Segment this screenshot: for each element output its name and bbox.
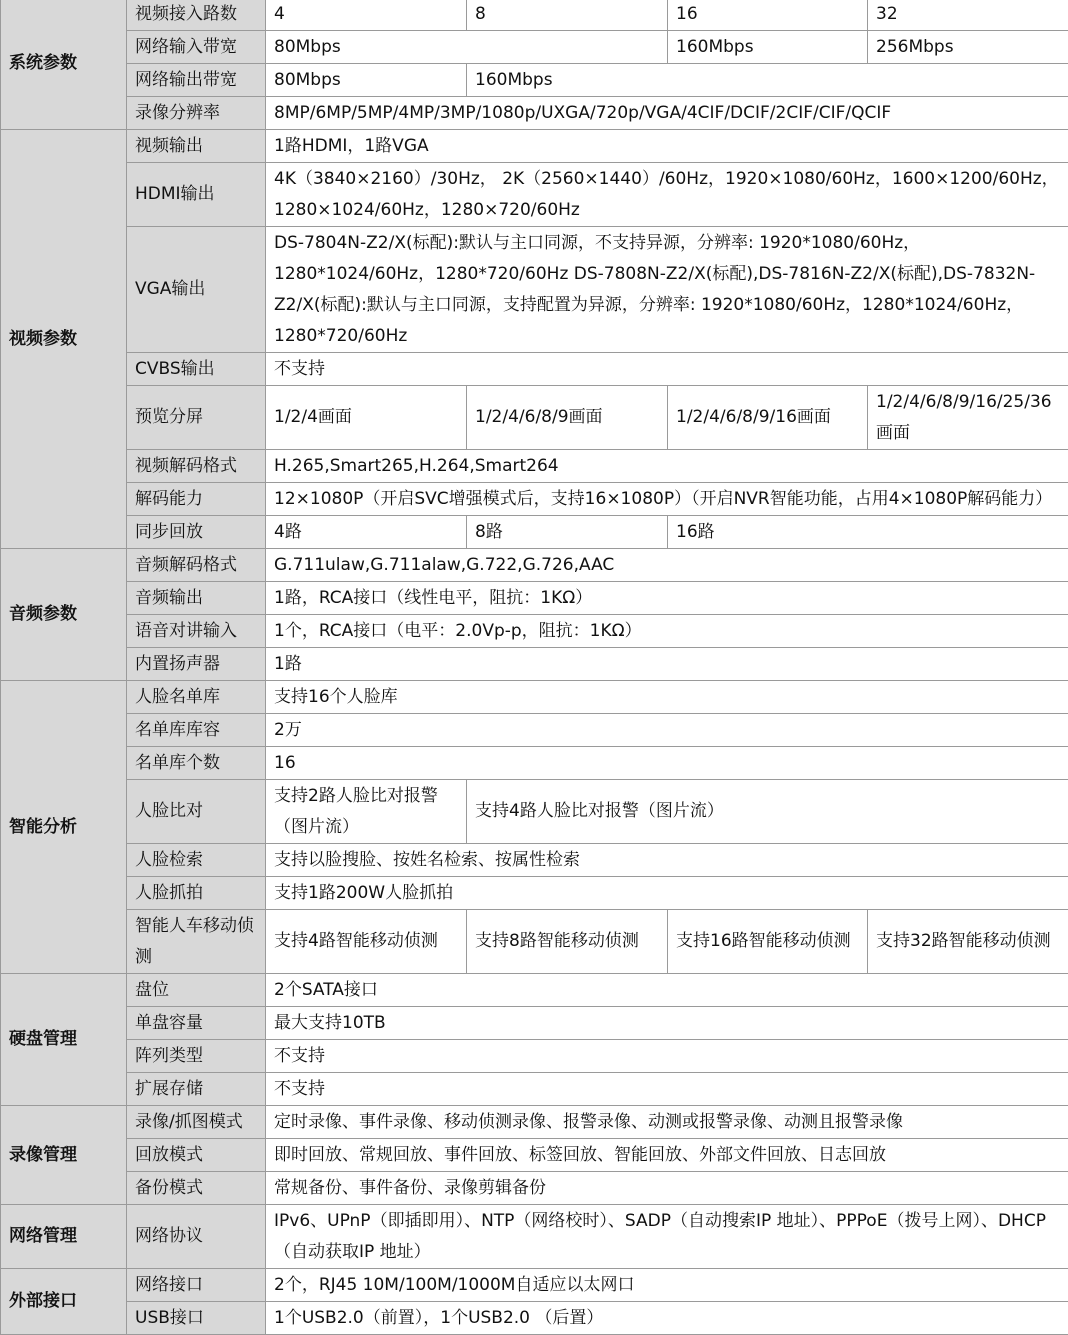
spec-label: 音频解码格式 bbox=[127, 549, 266, 582]
spec-label: 人脸名单库 bbox=[127, 681, 266, 714]
spec-row bbox=[1, 97, 1068, 130]
spec-table-body bbox=[1, 0, 1068, 1335]
spec-row bbox=[1, 582, 1068, 615]
spec-value: 160Mbps bbox=[668, 31, 868, 64]
spec-row bbox=[1, 1007, 1068, 1040]
section-category: 音频参数 bbox=[1, 549, 127, 681]
spec-row bbox=[1, 1302, 1068, 1335]
spec-row bbox=[1, 64, 1068, 97]
spec-row bbox=[1, 747, 1068, 780]
spec-value: 2个，RJ45 10M/100M/1000M自适应以太网口 bbox=[266, 1269, 1068, 1302]
spec-value: 支持2路人脸比对报警（图片流） bbox=[266, 780, 467, 844]
spec-label: 扩展存储 bbox=[127, 1073, 266, 1106]
spec-label: 网络协议 bbox=[127, 1205, 266, 1269]
spec-label: HDMI输出 bbox=[127, 163, 266, 227]
spec-value: 1个，RCA接口（电平：2.0Vp-p，阻抗：1KΩ） bbox=[266, 615, 1068, 648]
spec-value: 2万 bbox=[266, 714, 1068, 747]
spec-row bbox=[1, 163, 1068, 227]
spec-value: 支持16路智能移动侦测 bbox=[668, 910, 868, 974]
spec-value: 1/2/4/6/8/9/16/25/36画面 bbox=[868, 386, 1068, 450]
spec-value: 不支持 bbox=[266, 1073, 1068, 1106]
spec-row bbox=[1, 1269, 1068, 1302]
spec-row bbox=[1, 714, 1068, 747]
spec-label: 解码能力 bbox=[127, 483, 266, 516]
spec-value: 160Mbps bbox=[467, 64, 1068, 97]
spec-row bbox=[1, 227, 1068, 353]
spec-label: 视频解码格式 bbox=[127, 450, 266, 483]
spec-label: 网络接口 bbox=[127, 1269, 266, 1302]
spec-value: 常规备份、事件备份、录像剪辑备份 bbox=[266, 1172, 1068, 1205]
spec-row bbox=[1, 1106, 1068, 1139]
spec-value: DS-7804N-Z2/X(标配):默认与主口同源，不支持异源，分辨率: 1920*1080/60Hz，1280*1024/60Hz，1280*720/60Hz DS-7808N-Z2/X(标配),DS-7816N-Z2/X(标配),DS-7832N-Z2/X(标配):默认与主口同源，支持配置为异源，分辨率: 1920*1080/60Hz，1280*1024/60Hz，1280*720/60Hz bbox=[266, 227, 1068, 353]
spec-value: 80Mbps bbox=[266, 64, 467, 97]
spec-value: 1/2/4画面 bbox=[266, 386, 467, 450]
spec-value: 8 bbox=[467, 0, 668, 31]
spec-row bbox=[1, 1040, 1068, 1073]
spec-label: 智能人车移动侦测 bbox=[127, 910, 266, 974]
spec-value: 支持4路人脸比对报警（图片流） bbox=[467, 780, 1068, 844]
spec-value: 支持8路智能移动侦测 bbox=[467, 910, 668, 974]
spec-label: 同步回放 bbox=[127, 516, 266, 549]
spec-row bbox=[1, 450, 1068, 483]
spec-row bbox=[1, 877, 1068, 910]
section-category: 网络管理 bbox=[1, 1205, 127, 1269]
spec-label: 盘位 bbox=[127, 974, 266, 1007]
spec-value: 16 bbox=[668, 0, 868, 31]
spec-value: 支持4路智能移动侦测 bbox=[266, 910, 467, 974]
spec-value: 支持32路智能移动侦测 bbox=[868, 910, 1068, 974]
spec-value: 不支持 bbox=[266, 1040, 1068, 1073]
spec-label: 录像/抓图模式 bbox=[127, 1106, 266, 1139]
spec-row bbox=[1, 483, 1068, 516]
spec-label: 回放模式 bbox=[127, 1139, 266, 1172]
spec-value: 1路 bbox=[266, 648, 1068, 681]
spec-label: 人脸抓拍 bbox=[127, 877, 266, 910]
spec-value: 32 bbox=[868, 0, 1068, 31]
spec-row bbox=[1, 681, 1068, 714]
spec-label: 名单库库容 bbox=[127, 714, 266, 747]
spec-row bbox=[1, 31, 1068, 64]
spec-value: 即时回放、常规回放、事件回放、标签回放、智能回放、外部文件回放、日志回放 bbox=[266, 1139, 1068, 1172]
spec-value: 2个SATA接口 bbox=[266, 974, 1068, 1007]
spec-row bbox=[1, 648, 1068, 681]
spec-label: 视频输出 bbox=[127, 130, 266, 163]
spec-value: 16 bbox=[266, 747, 1068, 780]
spec-label: 网络输出带宽 bbox=[127, 64, 266, 97]
spec-row bbox=[1, 844, 1068, 877]
spec-label: USB接口 bbox=[127, 1302, 266, 1335]
spec-row bbox=[1, 910, 1068, 974]
spec-row bbox=[1, 1172, 1068, 1205]
section-category: 系统参数 bbox=[1, 0, 127, 130]
spec-label: 视频接入路数 bbox=[127, 0, 266, 31]
spec-value: IPv6、UPnP（即插即用）、NTP（网络校时）、SADP（自动搜索IP 地址）、PPPoE（拨号上网）、DHCP（自动获取IP 地址） bbox=[266, 1205, 1068, 1269]
spec-label: 内置扬声器 bbox=[127, 648, 266, 681]
spec-value: 8MP/6MP/5MP/4MP/3MP/1080p/UXGA/720p/VGA/4CIF/DCIF/2CIF/CIF/QCIF bbox=[266, 97, 1068, 130]
spec-value: 16路 bbox=[668, 516, 1068, 549]
spec-label: 人脸检索 bbox=[127, 844, 266, 877]
spec-value: 256Mbps bbox=[868, 31, 1068, 64]
spec-row bbox=[1, 130, 1068, 163]
spec-label: 语音对讲输入 bbox=[127, 615, 266, 648]
spec-value: 1/2/4/6/8/9/16画面 bbox=[668, 386, 868, 450]
spec-label: 单盘容量 bbox=[127, 1007, 266, 1040]
spec-row bbox=[1, 386, 1068, 450]
spec-label: 音频输出 bbox=[127, 582, 266, 615]
spec-value: 支持16个人脸库 bbox=[266, 681, 1068, 714]
spec-row bbox=[1, 1205, 1068, 1269]
spec-value: 最大支持10TB bbox=[266, 1007, 1068, 1040]
spec-label: 预览分屏 bbox=[127, 386, 266, 450]
spec-row bbox=[1, 0, 1068, 31]
section-category: 智能分析 bbox=[1, 681, 127, 974]
spec-value: 8路 bbox=[467, 516, 668, 549]
spec-row bbox=[1, 549, 1068, 582]
spec-value: 不支持 bbox=[266, 353, 1068, 386]
spec-row bbox=[1, 780, 1068, 844]
spec-value: 12×1080P（开启SVC增强模式后，支持16×1080P）（开启NVR智能功能，占用4×1080P解码能力） bbox=[266, 483, 1068, 516]
section-category: 硬盘管理 bbox=[1, 974, 127, 1106]
spec-value: 80Mbps bbox=[266, 31, 668, 64]
spec-value: 定时录像、事件录像、移动侦测录像、报警录像、动测或报警录像、动测且报警录像 bbox=[266, 1106, 1068, 1139]
spec-label: 网络输入带宽 bbox=[127, 31, 266, 64]
spec-label: 人脸比对 bbox=[127, 780, 266, 844]
spec-value: 4 bbox=[266, 0, 467, 31]
spec-row bbox=[1, 1139, 1068, 1172]
spec-label: 录像分辨率 bbox=[127, 97, 266, 130]
spec-value: 1/2/4/6/8/9画面 bbox=[467, 386, 668, 450]
spec-value: 支持1路200W人脸抓拍 bbox=[266, 877, 1068, 910]
spec-label: 备份模式 bbox=[127, 1172, 266, 1205]
spec-value: 4K（3840×2160）/30Hz， 2K（2560×1440）/60Hz，1920×1080/60Hz，1600×1200/60Hz，1280×1024/60Hz，1280×720/60Hz bbox=[266, 163, 1068, 227]
section-category: 视频参数 bbox=[1, 130, 127, 549]
spec-row bbox=[1, 1073, 1068, 1106]
spec-row bbox=[1, 516, 1068, 549]
spec-label: 名单库个数 bbox=[127, 747, 266, 780]
spec-row bbox=[1, 353, 1068, 386]
spec-value: 1个USB2.0（前置），1个USB2.0 （后置） bbox=[266, 1302, 1068, 1335]
spec-value: 支持以脸搜脸、按姓名检索、按属性检索 bbox=[266, 844, 1068, 877]
section-category: 录像管理 bbox=[1, 1106, 127, 1205]
spec-row bbox=[1, 615, 1068, 648]
spec-value: G.711ulaw,G.711alaw,G.722,G.726,AAC bbox=[266, 549, 1068, 582]
section-category: 外部接口 bbox=[1, 1269, 127, 1335]
spec-value: 1路，RCA接口（线性电平，阻抗：1KΩ） bbox=[266, 582, 1068, 615]
spec-label: CVBS输出 bbox=[127, 353, 266, 386]
spec-label: VGA输出 bbox=[127, 227, 266, 353]
spec-label: 阵列类型 bbox=[127, 1040, 266, 1073]
spec-row bbox=[1, 974, 1068, 1007]
spec-value: 1路HDMI，1路VGA bbox=[266, 130, 1068, 163]
spec-value: 4路 bbox=[266, 516, 467, 549]
spec-value: H.265,Smart265,H.264,Smart264 bbox=[266, 450, 1068, 483]
